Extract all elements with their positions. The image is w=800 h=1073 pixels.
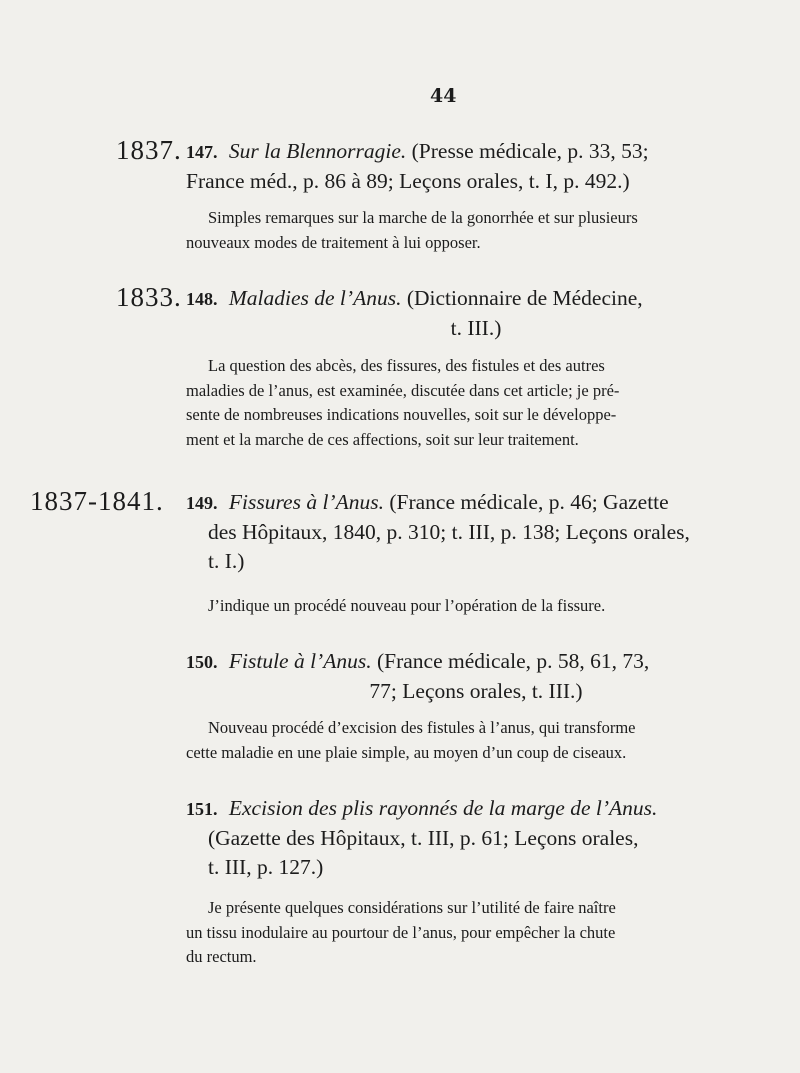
entry-description [186, 896, 758, 970]
entry-reference: (France médicale, p. 46; Gazette [389, 490, 669, 514]
entry-number: 150. [186, 652, 218, 672]
entry-reference: (France médicale, p. 58, 61, 73, [376, 649, 650, 673]
desc-line: maladies de l’anus, est examinée, discutée dans cet article; je pré- [186, 380, 620, 400]
desc-line: Simples remarques sur la marche de la gonorrhée et sur plusieurs [208, 208, 638, 227]
entry-reference-cont: t. III.) [450, 316, 502, 340]
desc-line: Je présente quelques considérations sur l’utilité de faire naître [208, 898, 616, 917]
entry-reference: (Gazette des Hôpitaux, t. III, p. 61; Leçons orales, [208, 826, 639, 850]
desc-line: J’indique un procédé nouveau pour l’opération de la fissure. [208, 596, 606, 615]
entry-reference: (Presse médicale, p. 33, 53; [411, 139, 649, 163]
entry-description [186, 716, 758, 765]
entry-reference-cont: t. I.) [208, 549, 245, 573]
entry-title: Fissures à l’Anus. [228, 490, 384, 514]
entry-number: 149. [186, 493, 218, 513]
entry-heading [186, 137, 766, 196]
entry-year: 1837. [116, 135, 182, 165]
entry-description [186, 206, 758, 255]
desc-line: sente de nombreuses indications nouvelles, soit sur le développe- [186, 405, 617, 424]
entry-reference-cont: des Hôpitaux, 1840, p. 310; t. III, p. 138; Leçons orales, [208, 520, 690, 544]
desc-line: cette maladie en une plaie simple, au moyen d’un coup de ciseaux. [186, 742, 627, 762]
entry-heading [186, 794, 766, 882]
entry-description [186, 594, 758, 619]
entry-year: 1837-1841. [30, 486, 164, 516]
desc-line: Nouveau procédé d’excision des fistules à l’anus, qui transforme [208, 718, 636, 737]
entry-title: Excision des plis rayonnés de la marge de l’Anus. [228, 796, 658, 820]
desc-line: nouveaux modes de traitement à lui opposer. [186, 232, 481, 252]
desc-line: La question des abcès, des fissures, des fistules et des autres [208, 356, 605, 375]
page-number: 44 [430, 85, 457, 107]
entry-title: Maladies de l’Anus. [228, 286, 402, 310]
entry-title: Fistule à l’Anus. [228, 649, 372, 673]
entry-reference: (Dictionnaire de Médecine, [406, 286, 643, 310]
entry-heading [186, 488, 766, 576]
entry-number: 147. [186, 142, 218, 162]
entry-year: 1833. [116, 282, 182, 312]
desc-line: ment et la marche de ces affections, soit sur leur traitement. [186, 429, 579, 449]
entry-reference-cont: t. III, p. 127.) [208, 855, 324, 879]
desc-line: du rectum. [186, 947, 257, 966]
entry-title: Sur la Blennorragie. [228, 139, 407, 163]
desc-line: un tissu inodulaire au pourtour de l’anus, pour empêcher la chute [186, 922, 616, 942]
entry-heading [186, 284, 766, 343]
entry-number: 151. [186, 799, 218, 819]
entry-number: 148. [186, 289, 218, 309]
entry-heading [186, 647, 766, 706]
entry-description [186, 354, 758, 452]
entry-reference-cont: 77; Leçons orales, t. III.) [369, 679, 583, 703]
entry-reference-cont: France méd., p. 86 à 89; Leçons orales, t. I, p. 492.) [186, 169, 630, 193]
